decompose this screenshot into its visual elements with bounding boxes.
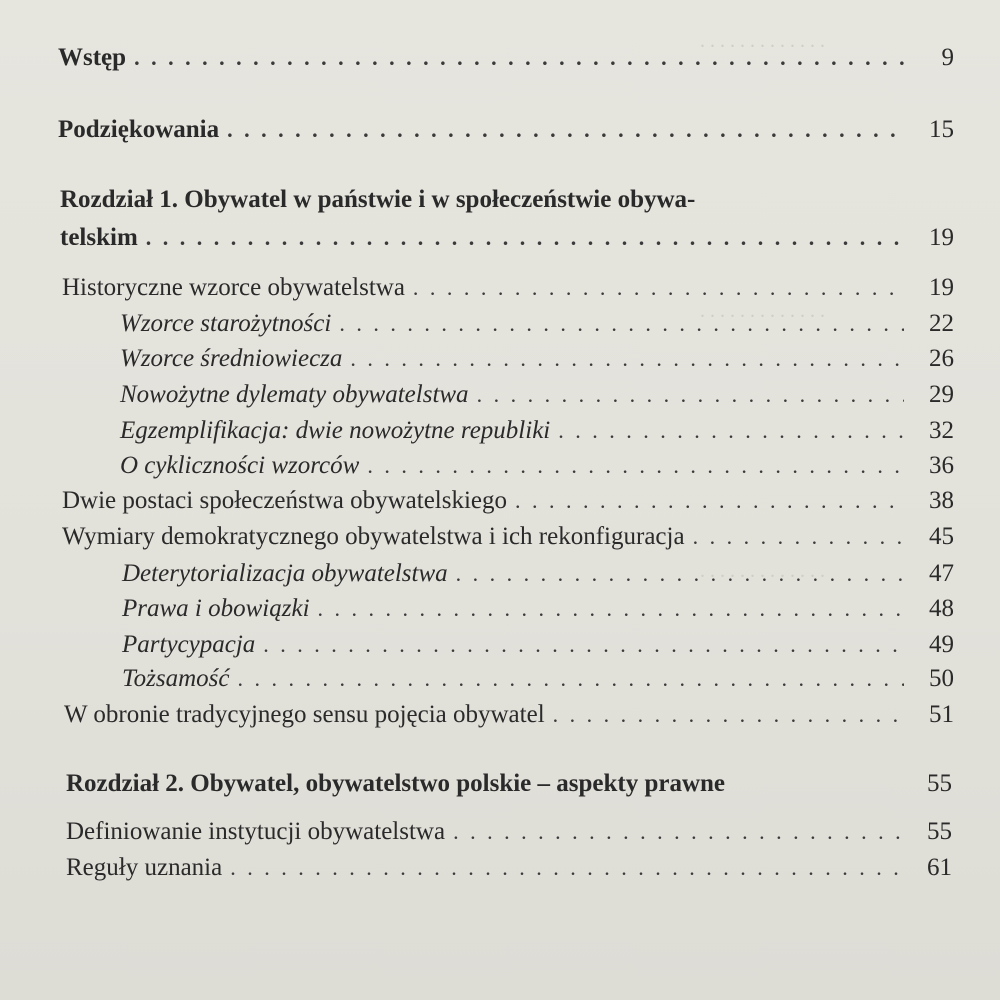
leader-dots bbox=[693, 524, 904, 550]
toc-entry-chapter-2[interactable] bbox=[66, 770, 952, 798]
toc-entry-w-obronie[interactable] bbox=[64, 701, 954, 729]
toc-entry-page: 19 bbox=[929, 224, 954, 251]
bleed-through-text: . . . . . . . . . . . . . bbox=[700, 30, 825, 52]
toc-entry-title: Nowożytne dylematy obywatelstwa bbox=[120, 381, 469, 408]
toc-entry-title: Deterytorializacja obywatelstwa bbox=[122, 560, 448, 587]
toc-entry-definiowanie[interactable] bbox=[66, 818, 952, 846]
toc-entry-page: 36 bbox=[929, 452, 954, 479]
toc-entry-title: Wymiary demokratycznego obywatelstwa i ich rekonfiguracja bbox=[62, 523, 685, 550]
leader-dots bbox=[339, 311, 904, 337]
toc-entry-title: Egzemplifikacja: dwie nowożytne republiki bbox=[120, 417, 551, 444]
toc-entry-title: Tożsamość bbox=[122, 665, 230, 692]
leader-dots bbox=[558, 418, 904, 444]
leader-dots bbox=[367, 453, 904, 479]
toc-entry-title: Wstęp bbox=[58, 44, 127, 71]
toc-entry-wzorce-starozytnosci[interactable] bbox=[120, 310, 954, 338]
toc-entry-page: 48 bbox=[929, 595, 954, 622]
toc-entry-title: Reguły uznania bbox=[66, 854, 223, 881]
toc-entry-page: 19 bbox=[929, 274, 954, 301]
leader-dots bbox=[237, 666, 904, 692]
toc-entry-wymiary[interactable] bbox=[62, 523, 954, 551]
toc-entry-page: 32 bbox=[929, 417, 954, 444]
toc-entry-page: 15 bbox=[929, 116, 954, 143]
toc-entry-page: 61 bbox=[927, 854, 952, 881]
toc-entry-chapter-1[interactable] bbox=[60, 224, 954, 252]
toc-entry-title: telskim bbox=[60, 224, 138, 251]
toc-entry-wstep[interactable] bbox=[58, 44, 954, 72]
toc-entry-o-cyklicznosci[interactable] bbox=[120, 452, 954, 480]
leader-dots bbox=[477, 382, 904, 408]
leader-dots bbox=[230, 855, 902, 881]
leader-dots bbox=[227, 117, 904, 143]
toc-entry-page: 50 bbox=[929, 665, 954, 692]
toc-entry-title: Partycypacja bbox=[122, 631, 256, 658]
toc-entry-tozsamosc[interactable] bbox=[122, 665, 954, 693]
toc-entry-title: Wzorce starożytności bbox=[120, 310, 332, 337]
toc-entry-page: 45 bbox=[929, 523, 954, 550]
toc-entry-page: 26 bbox=[929, 345, 954, 372]
toc-entry-title: Historyczne wzorce obywatelstwa bbox=[62, 274, 405, 301]
toc-entry-page: 47 bbox=[929, 560, 954, 587]
bleed-through-text: . . . . . . . . . . . . . bbox=[700, 560, 825, 582]
toc-entry-podziekowania[interactable] bbox=[58, 116, 954, 144]
toc-entry-page: 49 bbox=[929, 631, 954, 658]
toc-entry-title: Rozdział 2. Obywatel, obywatelstwo polskie – aspekty prawne bbox=[66, 770, 726, 797]
toc-entry-page: 55 bbox=[927, 818, 952, 845]
toc-entry-title: Podziękowania bbox=[58, 116, 220, 143]
leader-dots bbox=[453, 819, 902, 845]
toc-entry-page: 22 bbox=[929, 310, 954, 337]
toc-entry-deterytorializacja[interactable] bbox=[122, 560, 954, 588]
toc-entry-page: 55 bbox=[927, 770, 952, 797]
toc-entry-page: 38 bbox=[929, 487, 954, 514]
leader-dots bbox=[146, 225, 904, 251]
toc-entry-partycypacja[interactable] bbox=[122, 631, 954, 659]
toc-entry-title: Prawa i obowiązki bbox=[122, 595, 310, 622]
leader-dots bbox=[134, 45, 904, 71]
toc-entry-title: O cykliczności wzorców bbox=[120, 452, 360, 479]
leader-dots bbox=[318, 596, 904, 622]
bleed-through-text: . . . . . . . . . . . . . bbox=[700, 300, 825, 322]
toc-entry-historyczne-wzorce[interactable] bbox=[62, 274, 954, 302]
toc-entry-title: Definiowanie instytucji obywatelstwa bbox=[66, 818, 446, 845]
toc-entry-title: W obronie tradycyjnego sensu pojęcia obywatel bbox=[64, 701, 545, 728]
toc-chapter-1-title-line1[interactable]: Rozdział 1. Obywatel w państwie i w społeczeństwie obywa- bbox=[60, 186, 696, 213]
leader-dots bbox=[413, 275, 904, 301]
leader-dots bbox=[350, 346, 904, 372]
leader-dots bbox=[515, 488, 904, 514]
toc-entry-nowozytne-dylematy[interactable] bbox=[120, 381, 954, 409]
leader-dots bbox=[456, 561, 904, 587]
toc-entry-wzorce-sredniowiecza[interactable] bbox=[120, 345, 954, 373]
toc-entry-page: 9 bbox=[941, 44, 954, 71]
toc-entry-title: Dwie postaci społeczeństwa obywatelskiego bbox=[62, 487, 508, 514]
toc-entry-page: 29 bbox=[929, 381, 954, 408]
toc-entry-prawa-i-obowiazki[interactable] bbox=[122, 595, 954, 623]
leader-dots bbox=[263, 632, 904, 658]
toc-entry-reguly-uznania[interactable] bbox=[66, 854, 952, 882]
toc-entry-egzemplifikacja[interactable] bbox=[120, 417, 954, 445]
leader-dots bbox=[553, 702, 904, 728]
toc-entry-page: 51 bbox=[929, 701, 954, 728]
toc-entry-title: Wzorce średniowiecza bbox=[120, 345, 343, 372]
toc-entry-dwie-postaci[interactable] bbox=[62, 487, 954, 515]
